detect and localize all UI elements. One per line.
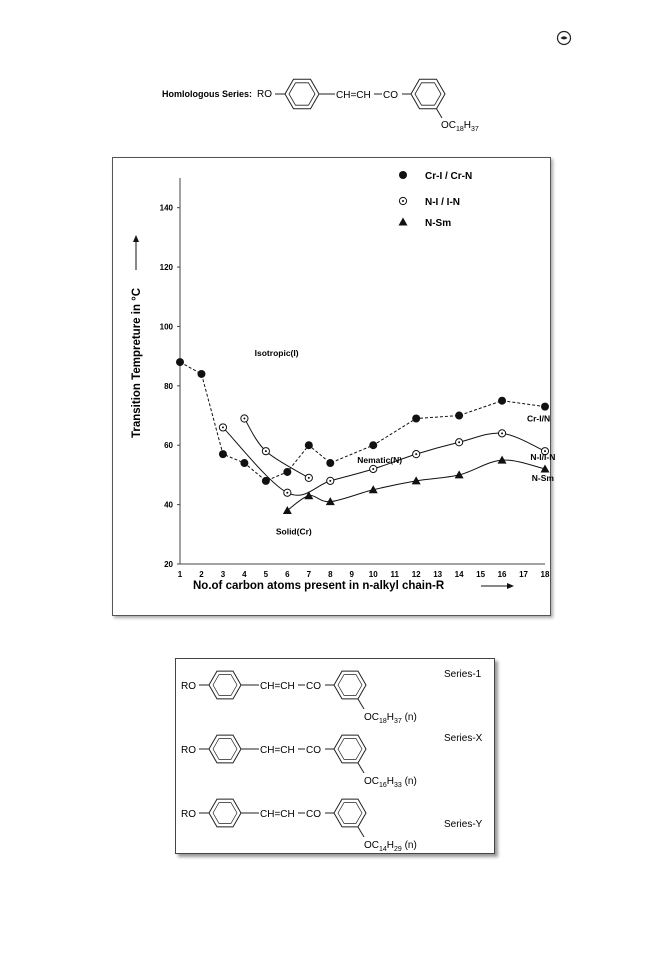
data-point-triangle	[283, 506, 292, 514]
x-axis-arrowhead	[507, 583, 514, 589]
carbonyl-label: CO	[306, 681, 321, 692]
x-tick-label: 16	[497, 570, 507, 579]
y-tick-label: 100	[159, 322, 173, 332]
carbonyl-label: CO	[383, 90, 398, 101]
data-point-filled-circle	[197, 370, 205, 378]
carbonyl-label: CO	[306, 809, 321, 820]
y-tick-label: 80	[164, 381, 173, 391]
carbonyl-label: CO	[306, 745, 321, 756]
x-tick-label: 15	[476, 570, 486, 579]
transition-temperature-chart	[113, 158, 556, 615]
benzene-ring	[209, 735, 241, 763]
vinyl-linker-label: CH=CH	[260, 809, 295, 820]
x-tick-label: 5	[263, 570, 269, 579]
series-1-structure	[176, 661, 494, 725]
x-tick-label: 3	[220, 570, 226, 579]
x-tick-label: 6	[285, 570, 290, 579]
chart-annotation: Isotropic(I)	[254, 348, 299, 359]
data-point-filled-circle	[305, 441, 313, 449]
y-tick-label: 20	[164, 560, 173, 569]
data-point-filled-circle	[283, 468, 291, 476]
alkoxy-tail-label: $OC_{16}H_{33}$ (n)	[364, 776, 417, 789]
ro-group-label: RO	[181, 681, 196, 692]
data-point-filled-circle	[219, 450, 227, 458]
data-point-dotted-circle	[498, 430, 505, 437]
x-tick-label: 11	[390, 570, 399, 579]
y-tick-label: 60	[164, 441, 173, 451]
vinyl-linker-label: CH=CH	[260, 681, 295, 692]
data-point-dotted-circle	[262, 448, 269, 455]
y-tick-label: 140	[159, 203, 173, 213]
x-tick-label: 17	[519, 570, 528, 579]
series-line-3	[287, 460, 545, 511]
series-line-2	[244, 419, 308, 478]
data-point-filled-circle	[498, 397, 506, 405]
data-point-dotted-circle	[284, 489, 291, 496]
vinyl-linker-label: CH=CH	[260, 745, 295, 756]
data-point-dotted-circle	[327, 477, 334, 484]
data-point-filled-circle	[240, 459, 248, 467]
data-point-filled-circle	[541, 403, 549, 411]
chart-series-layer	[176, 358, 550, 514]
data-point-filled-circle	[176, 358, 184, 366]
ro-group-label: RO	[257, 89, 272, 100]
chart-frame	[112, 157, 556, 616]
series-name-label: Series-X	[444, 733, 483, 744]
chart-annotation: N-Sm	[531, 472, 554, 483]
homologous-series-label: Homlologous Series:	[162, 89, 253, 99]
legend-label: N-I / I-N	[425, 197, 460, 208]
x-tick-label: 2	[199, 570, 204, 579]
data-point-dotted-circle	[456, 439, 463, 446]
chart-annotation: N-I/I-N	[530, 452, 556, 463]
series-structures-box	[175, 658, 495, 854]
data-point-dotted-circle	[413, 451, 420, 458]
chart-annotation: Nematic(N)	[357, 455, 403, 466]
y-tick-label: 40	[164, 500, 173, 510]
benzene-ring	[209, 671, 241, 699]
data-point-dotted-circle	[370, 465, 377, 472]
benzene-ring	[209, 799, 241, 827]
alkoxy-tail-label: $OC_{14}H_{29}$ (n)	[364, 840, 417, 853]
data-point-triangle	[304, 491, 313, 499]
data-point-dotted-circle	[305, 474, 312, 481]
data-point-dotted-circle	[241, 415, 248, 422]
x-tick-label: 10	[368, 570, 378, 579]
x-tick-label: 1	[177, 570, 183, 579]
vinyl-linker-label: CH=CH	[336, 90, 371, 101]
page-circle-mark-icon	[556, 30, 572, 46]
chart-axes	[131, 178, 550, 592]
chart-annotation: Solid(Cr)	[275, 526, 312, 537]
x-tick-label: 12	[411, 570, 421, 579]
x-axis-label: No.of carbon atoms present in n-alkyl chain-R	[193, 580, 445, 592]
series-name-label: Series-Y	[444, 819, 483, 830]
data-point-filled-circle	[412, 415, 420, 423]
legend-label: Cr-I / Cr-N	[425, 171, 473, 182]
chart-annotation: Cr-I/N	[526, 413, 551, 424]
x-tick-label: 18	[540, 570, 550, 579]
benzene-ring	[334, 671, 366, 699]
y-axis-arrowhead	[133, 235, 139, 242]
y-axis-label: Transition Tempreture in °C	[131, 287, 143, 438]
series-name-label: Series-1	[444, 669, 482, 680]
ro-group-label: RO	[181, 745, 196, 756]
benzene-ring	[334, 799, 366, 827]
data-point-filled-circle	[369, 441, 377, 449]
legend-marker-triangle	[399, 218, 408, 226]
x-tick-label: 9	[349, 570, 354, 579]
benzene-ring	[334, 735, 366, 763]
legend-label: N-Sm	[425, 218, 452, 229]
homologous-series-structure	[150, 60, 530, 140]
x-tick-label: 14	[454, 570, 464, 579]
series-x-structure	[176, 725, 494, 789]
series-y-structure	[176, 789, 494, 853]
data-point-filled-circle	[326, 459, 334, 467]
data-point-dotted-circle	[219, 424, 226, 431]
alkoxy-tail-label: $OC_{18}H_{37}$	[441, 120, 479, 133]
chart-legend	[399, 171, 473, 229]
legend-marker-dotted-circle	[399, 197, 406, 204]
chart-annotations	[255, 348, 556, 536]
x-tick-label: 4	[242, 570, 247, 579]
x-tick-label: 13	[433, 570, 443, 579]
alkoxy-tail-label: $OC_{18}H_{37}$ (n)	[364, 712, 417, 725]
x-tick-label: 7	[306, 570, 312, 579]
x-tick-label: 8	[328, 570, 333, 579]
legend-marker-filled-circle	[399, 171, 407, 179]
data-point-filled-circle	[455, 412, 463, 420]
ro-group-label: RO	[181, 809, 196, 820]
y-tick-label: 120	[159, 263, 173, 273]
